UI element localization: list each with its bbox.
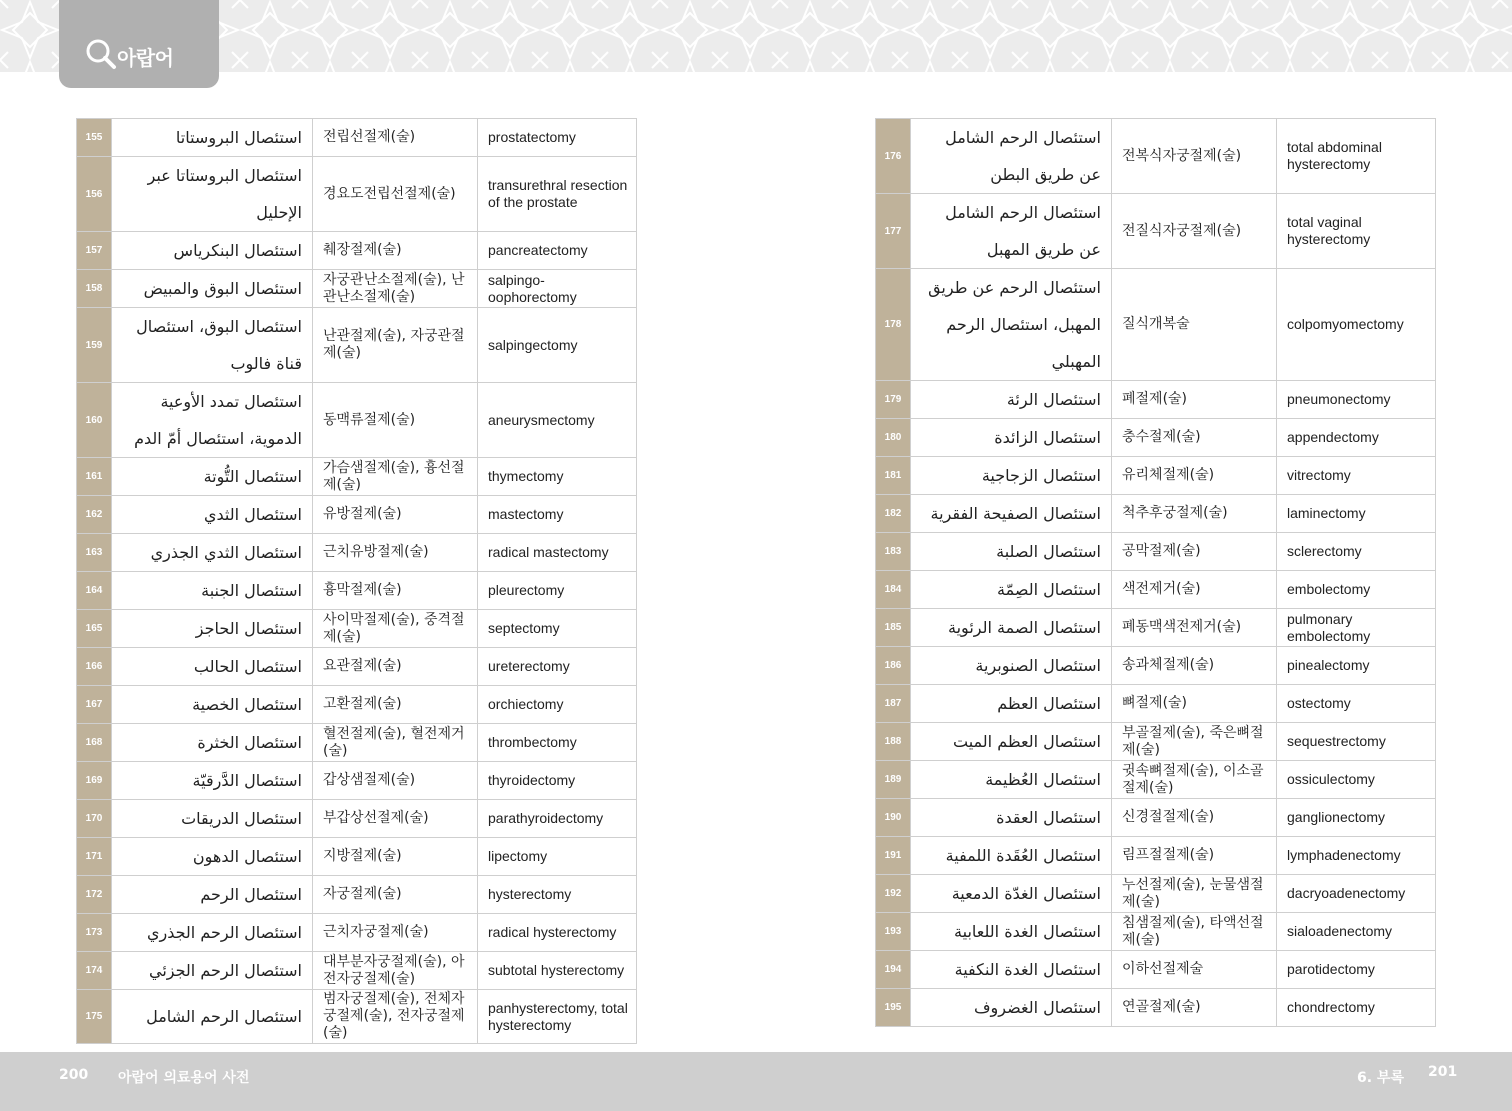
english-term: lymphadenectomy [1277,837,1436,875]
term-number: 170 [77,800,112,838]
term-number: 167 [77,686,112,724]
table-row [876,951,1436,989]
term-number: 174 [77,952,112,990]
term-number: 172 [77,876,112,914]
korean-term: 림프절절제(술) [1112,837,1277,875]
section-tab [59,0,219,88]
term-number: 175 [77,990,112,1044]
table-row [77,914,637,952]
term-number: 178 [876,269,911,381]
table-row [77,572,637,610]
table-row [876,419,1436,457]
english-term: total abdominal hysterectomy [1277,119,1436,194]
term-number: 156 [77,157,112,232]
term-number: 186 [876,647,911,685]
table-row [77,119,637,157]
table-row [876,913,1436,951]
english-term: pancreatectomy [478,232,637,270]
english-term: parathyroidectomy [478,800,637,838]
header-pattern-band [0,0,1512,72]
term-number: 192 [876,875,911,913]
book-title: 아랍어 의료용어 사전 [118,1070,250,1086]
table-row [77,800,637,838]
table-row [77,534,637,572]
arabic-term: استئصال الزائدة [911,419,1112,457]
english-term: pleurectomy [478,572,637,610]
arabic-term: استئصال الدهون [112,838,313,876]
korean-term: 신경절절제(술) [1112,799,1277,837]
term-number: 157 [77,232,112,270]
table-row [876,609,1436,647]
korean-term: 유리체절제(술) [1112,457,1277,495]
english-term: thrombectomy [478,724,637,762]
table-row [876,723,1436,761]
korean-term: 부갑상선절제(술) [313,800,478,838]
korean-term: 누선절제(술), 눈물샘절제(술) [1112,875,1277,913]
term-number: 195 [876,989,911,1027]
arabic-term: استئصال الصفيحة الفقرية [911,495,1112,533]
arabic-term: استئصال الرحم عن طريق المهبل، استئصال الرحم المهبلي [911,269,1112,381]
term-number: 159 [77,308,112,383]
table-row [876,381,1436,419]
term-number: 176 [876,119,911,194]
arabic-term: استئصال الرحم الجذري [112,914,313,952]
english-term: vitrectomy [1277,457,1436,495]
english-term: lipectomy [478,838,637,876]
table-row [876,571,1436,609]
korean-term: 지방절제(술) [313,838,478,876]
table-row [876,837,1436,875]
english-term: hysterectomy [478,876,637,914]
english-term: sialoadenectomy [1277,913,1436,951]
english-term: transurethral resection of the prostate [478,157,637,232]
term-number: 164 [77,572,112,610]
english-term: laminectomy [1277,495,1436,533]
english-term: ganglionectomy [1277,799,1436,837]
arabic-term: استئصال الجنبة [112,572,313,610]
arabic-term: استئصال الرحم [112,876,313,914]
table-row [77,308,637,383]
table-row [876,761,1436,799]
arabic-term: استئصال تمدد الأوعية الدموية، استئصال أمّ الدم [112,383,313,458]
korean-term: 췌장절제(술) [313,232,478,270]
table-row [77,686,637,724]
table-row [77,383,637,458]
term-number: 188 [876,723,911,761]
term-number: 187 [876,685,911,723]
english-term: septectomy [478,610,637,648]
term-number: 161 [77,458,112,496]
english-term: orchiectomy [478,686,637,724]
arabic-term: استئصال الغضروف [911,989,1112,1027]
korean-term: 침샘절제(술), 타액선절제(술) [1112,913,1277,951]
korean-term: 흉막절제(술) [313,572,478,610]
korean-term: 연골절제(술) [1112,989,1277,1027]
table-row [876,799,1436,837]
korean-term: 폐동맥색전제거(술) [1112,609,1277,647]
english-term: prostatectomy [478,119,637,157]
english-term: chondrectomy [1277,989,1436,1027]
term-number: 181 [876,457,911,495]
english-term: pulmonary embolectomy [1277,609,1436,647]
korean-term: 근치유방절제(술) [313,534,478,572]
term-number: 182 [876,495,911,533]
korean-term: 송과체절제(술) [1112,647,1277,685]
arabic-term: استئصال الخثرة [112,724,313,762]
arabic-term: استئصال الغدة النكفية [911,951,1112,989]
page-number-left: 200 [59,1067,89,1083]
arabic-term: استئصال البنكرياس [112,232,313,270]
arabic-term: استئصال الرئة [911,381,1112,419]
term-number: 173 [77,914,112,952]
term-number: 189 [876,761,911,799]
arabic-term: استئصال الدريقات [112,800,313,838]
korean-term: 공막절제(술) [1112,533,1277,571]
section-name: 6. 부록 [1357,1070,1404,1086]
korean-term: 경요도전립선절제(술) [313,157,478,232]
korean-term: 질식개복술 [1112,269,1277,381]
table-row [77,270,637,308]
term-number: 184 [876,571,911,609]
arabic-term: استئصال الصلبة [911,533,1112,571]
arabic-term: استئصال البروستاتا عبر الإحليل [112,157,313,232]
table-row [876,989,1436,1027]
footer-bar [0,1052,1512,1111]
english-term: aneurysmectomy [478,383,637,458]
arabic-term: استئصال العظم [911,685,1112,723]
term-number: 177 [876,194,911,269]
english-term: total vaginal hysterectomy [1277,194,1436,269]
table-row [77,458,637,496]
section-label: 아랍어 [117,46,174,70]
term-number: 191 [876,837,911,875]
arabic-term: استئصال الثدي الجذري [112,534,313,572]
table-row [876,194,1436,269]
table-row [77,762,637,800]
table-row [876,457,1436,495]
arabic-term: استئصال الحالب [112,648,313,686]
english-term: panhysterectomy, total hysterectomy [478,990,637,1044]
arabic-term: استئصال الزجاجية [911,457,1112,495]
term-number: 158 [77,270,112,308]
english-term: appendectomy [1277,419,1436,457]
english-term: ostectomy [1277,685,1436,723]
korean-term: 가슴샘절제(술), 흉선절제(술) [313,458,478,496]
arabic-term: استئصال الغدة اللعابية [911,913,1112,951]
table-row [876,647,1436,685]
korean-term: 자궁관난소절제(술), 난관난소절제(술) [313,270,478,308]
korean-term: 귓속뼈절제(술), 이소골절제(술) [1112,761,1277,799]
table-row [77,496,637,534]
arabic-term: استئصال التُّوتة [112,458,313,496]
table-row [876,269,1436,381]
table-row [876,495,1436,533]
table-row [77,990,637,1044]
korean-term: 이하선절제술 [1112,951,1277,989]
korean-term: 자궁절제(술) [313,876,478,914]
english-term: mastectomy [478,496,637,534]
korean-term: 갑상샘절제(술) [313,762,478,800]
term-table-left [76,118,637,1044]
arabic-term: استئصال الثدي [112,496,313,534]
term-number: 165 [77,610,112,648]
korean-term: 유방절제(술) [313,496,478,534]
term-table-right [875,118,1436,1027]
korean-term: 동맥류절제(술) [313,383,478,458]
arabic-term: استئصال الغدّة الدمعية [911,875,1112,913]
korean-term: 전복식자궁절제(술) [1112,119,1277,194]
term-number: 171 [77,838,112,876]
korean-term: 사이막절제(술), 중격절제(술) [313,610,478,648]
english-term: pinealectomy [1277,647,1436,685]
arabic-term: استئصال الصِمّة [911,571,1112,609]
english-term: ossiculectomy [1277,761,1436,799]
korean-term: 근치자궁절제(술) [313,914,478,952]
term-number: 194 [876,951,911,989]
english-term: dacryoadenectomy [1277,875,1436,913]
korean-term: 대부분자궁절제(술), 아전자궁절제(술) [313,952,478,990]
table-row [876,533,1436,571]
arabic-term: استئصال العظم الميت [911,723,1112,761]
korean-term: 요관절제(술) [313,648,478,686]
arabic-term: استئصال العقدة [911,799,1112,837]
arabic-term: استئصال الدَّرقيّة [112,762,313,800]
english-term: radical hysterectomy [478,914,637,952]
arabic-term: استئصال البوق والمبيض [112,270,313,308]
page-number-right: 201 [1428,1064,1458,1080]
table-row [77,724,637,762]
english-term: embolectomy [1277,571,1436,609]
table-row [77,610,637,648]
korean-term: 범자궁절제(술), 전체자궁절제(술), 전자궁절제(술) [313,990,478,1044]
search-icon [85,38,117,70]
english-term: salpingectomy [478,308,637,383]
term-number: 183 [876,533,911,571]
term-number: 185 [876,609,911,647]
english-term: sequestrectomy [1277,723,1436,761]
term-number: 179 [876,381,911,419]
korean-term: 척추후궁절제(술) [1112,495,1277,533]
korean-term: 전립선절제(술) [313,119,478,157]
arabic-term: استئصال البروستاتا [112,119,313,157]
term-number: 160 [77,383,112,458]
table-row [77,648,637,686]
term-number: 193 [876,913,911,951]
english-term: salpingo-oophorectomy [478,270,637,308]
term-number: 190 [876,799,911,837]
table-row [77,838,637,876]
english-term: colpomyomectomy [1277,269,1436,381]
english-term: radical mastectomy [478,534,637,572]
english-term: subtotal hysterectomy [478,952,637,990]
korean-term: 난관절제(술), 자궁관절제(술) [313,308,478,383]
arabic-term: استئصال الحاجز [112,610,313,648]
arabic-term: استئصال الرحم الشامل عن طريق المهبل [911,194,1112,269]
term-number: 180 [876,419,911,457]
english-term: parotidectomy [1277,951,1436,989]
korean-term: 부골절제(술), 죽은뼈절제(술) [1112,723,1277,761]
english-term: ureterectomy [478,648,637,686]
arabic-term: استئصال الرحم الشامل عن طريق البطن [911,119,1112,194]
arabic-term: استئصال الصمة الرئوية [911,609,1112,647]
term-number: 163 [77,534,112,572]
korean-term: 혈전절제(술), 혈전제거(술) [313,724,478,762]
table-row [77,952,637,990]
arabic-term: استئصال البوق، استئصال قناة فالوب [112,308,313,383]
table-row [876,119,1436,194]
table-row [77,157,637,232]
korean-term: 폐절제(술) [1112,381,1277,419]
english-term: pneumonectomy [1277,381,1436,419]
korean-term: 색전제거(술) [1112,571,1277,609]
arabic-term: استئصال الرحم الشامل [112,990,313,1044]
english-term: thyroidectomy [478,762,637,800]
korean-term: 전질식자궁절제(술) [1112,194,1277,269]
arabic-term: استئصال الخصية [112,686,313,724]
table-row [876,685,1436,723]
term-number: 162 [77,496,112,534]
term-number: 166 [77,648,112,686]
english-term: sclerectomy [1277,533,1436,571]
arabesque-pattern [0,0,1512,72]
arabic-term: استئصال العُظيمة [911,761,1112,799]
arabic-term: استئصال الصنوبرية [911,647,1112,685]
table-row [77,876,637,914]
term-number: 155 [77,119,112,157]
term-number: 168 [77,724,112,762]
table-row [77,232,637,270]
arabic-term: استئصال الرحم الجزئي [112,952,313,990]
table-row [876,875,1436,913]
english-term: thymectomy [478,458,637,496]
term-number: 169 [77,762,112,800]
korean-term: 충수절제(술) [1112,419,1277,457]
korean-term: 고환절제(술) [313,686,478,724]
arabic-term: استئصال العُقَدة اللمفية [911,837,1112,875]
korean-term: 뼈절제(술) [1112,685,1277,723]
